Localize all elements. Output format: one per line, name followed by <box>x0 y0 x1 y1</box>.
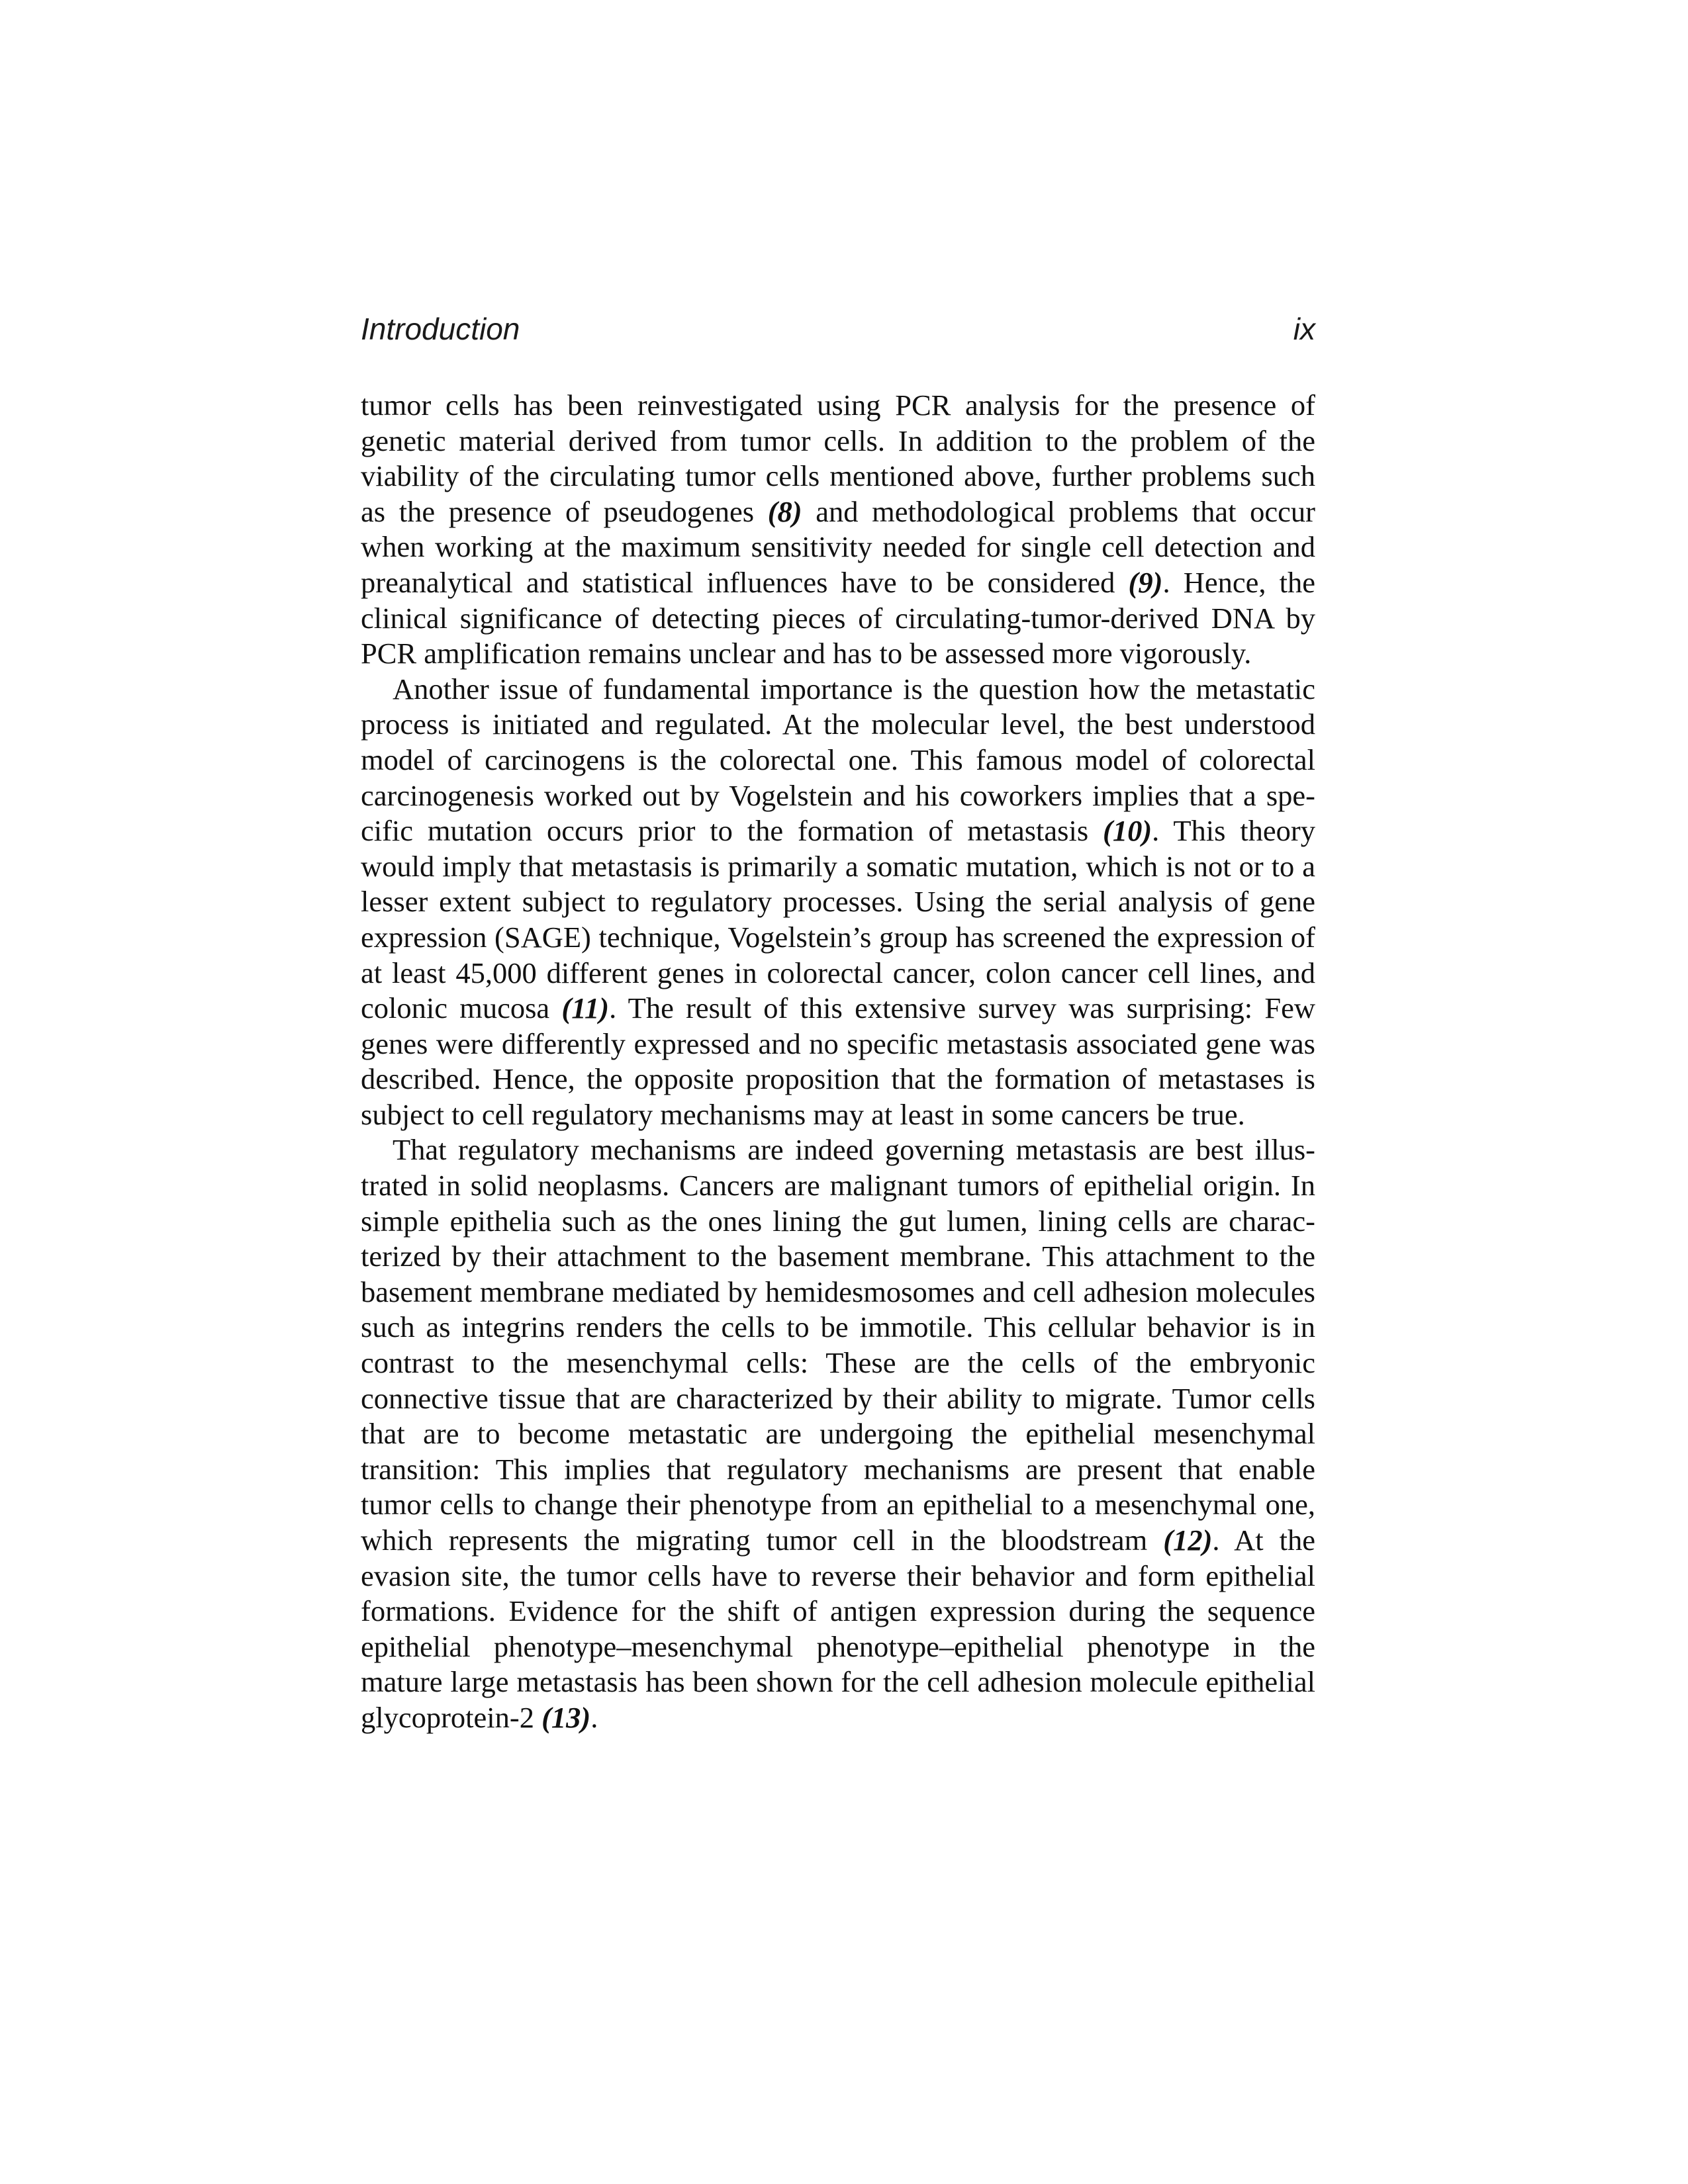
citation-reference: (12) <box>1163 1524 1213 1557</box>
citation-reference: (11) <box>561 991 610 1025</box>
paragraph-text: . <box>590 1700 598 1734</box>
page-number: ix <box>1293 312 1315 346</box>
paragraph-text: and methodological problems that occur when working at the maximum sensitivity needed for single cell detection and preanalytical and statistical influences have to be considered <box>361 494 1315 599</box>
paragraph-text: tumor cells has been reinvestigated using PCR analysis for the presence of genetic material derived from tumor cells. In addition to the problem of the viability of the circulating tumor cells mentioned above, further problems such as the presence of pseudogenes <box>361 388 1315 528</box>
paragraph-text: That regulatory mechanisms are indeed governing metastasis are best illustrated in solid neoplasms. Cancers are malignant tumors of epithelial origin. In simple epithelia such as the ones lining the gut lumen, lining cells are characterized by their attachment to the basement membrane. This attachment to the basement membrane mediated by hemidesmosomes and cell adhesion molecules such as integrins renders the cells to be immotile. This cellular behavior is in contrast to the mesenchymal cells: These are the cells of the embryonic connective tissue that are characterized by their ability to migrate. Tumor cells that are to become metastatic are undergoing the epithelial mesenchymal transition: This implies that regulatory mechanisms are present that enable tumor cells to change their phenotype from an epithelial to a mesenchymal one, which represents the migrating tumor cell in the bloodstream <box>361 1133 1315 1557</box>
running-head <box>361 311 1315 351</box>
paragraph-text: . The result of this extensive survey was surprising: Few genes were differently expressed and no specific metastasis associated gene was described. Hence, the opposite proposition that the formation of metastases is subject to cell regulatory mechanisms may at least in some cancers be true. <box>361 991 1315 1131</box>
paragraph-text: . At the evasion site, the tumor cells have to reverse their behavior and form epithelial formations. Evidence for the shift of antigen expression during the sequence epithelial phenotype–mesenchymal phenotype–epithelial phenotype in the mature large metastasis has been shown for the cell adhesion molecule epithelial glycoprotein-2 <box>361 1524 1315 1734</box>
body-text <box>361 388 1315 1736</box>
paragraph <box>361 1132 1315 1735</box>
paragraph <box>361 672 1315 1133</box>
citation-reference: (9) <box>1128 565 1163 599</box>
citation-reference: (8) <box>767 494 802 528</box>
paragraph-text: . This theory would imply that metastasis is primarily a somatic mutation, which is not or to a lesser extent subject to regulatory processes. Using the serial analysis of gene expression (SAGE) technique, Vogelstein’s group has screened the expression of at least 45,000 different genes in colorectal cancer, colon cancer cell lines, and colonic mucosa <box>361 814 1315 1025</box>
paragraph-text: Another issue of fundamental importance is the question how the metastatic process is initiated and regulated. At the molecular level, the best understood model of carcinogens is the colorectal one. This famous model of colorectal carcinogenesis worked out by Vogelstein and his coworkers implies that a specific mutation occurs prior to the formation of metastasis <box>361 672 1315 848</box>
section-title: Introduction <box>361 312 520 346</box>
citation-reference: (10) <box>1103 814 1152 848</box>
paragraph-text: . Hence, the clinical significance of detecting pieces of circulating-tumor-derived DNA by PCR amplification remains unclear and has to be assessed more vigorously. <box>361 565 1315 670</box>
citation-reference: (13) <box>541 1700 591 1734</box>
paragraph <box>361 388 1315 672</box>
